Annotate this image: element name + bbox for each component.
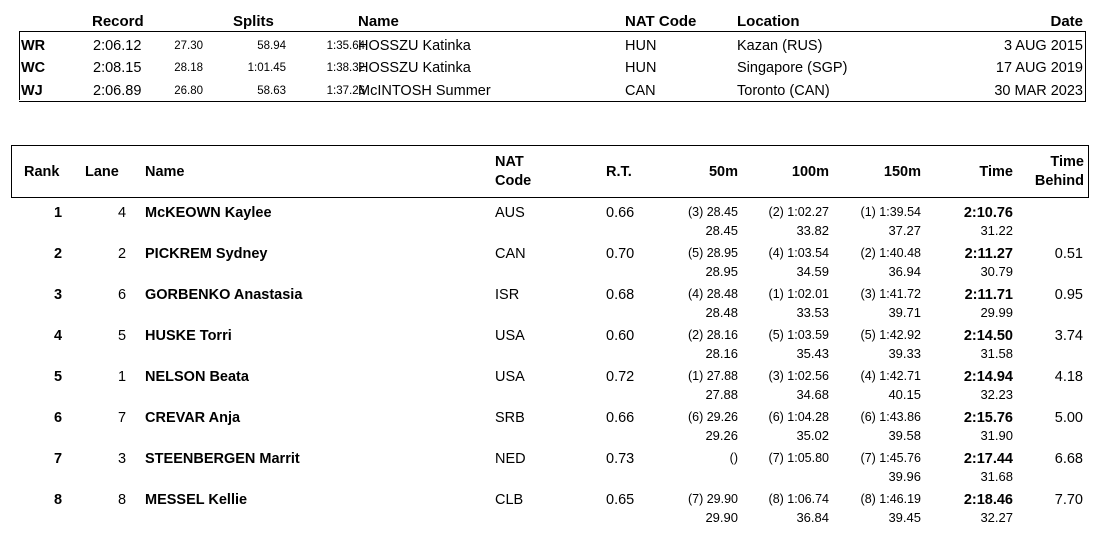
result-time-behind: 7.70 [1054,492,1083,508]
result-name: GORBENKO Anastasia [145,287,303,303]
record-code: WJ [21,83,43,99]
result-lane: 7 [118,410,127,426]
result-reaction-time: 0.66 [606,410,635,426]
result-rank: 3 [54,287,63,303]
result-nat: CLB [495,492,524,508]
result-lap-150m: 37.27 [888,223,921,238]
result-rank: 6 [54,410,63,426]
record-time: 2:06.12 [93,38,142,54]
record-split-100: 1:01.45 [247,62,286,74]
result-lap-final: 29.99 [980,305,1013,320]
result-name: HUSKE Torri [145,328,232,344]
record-code: WR [21,38,46,54]
record-location: Toronto (CAN) [737,83,830,99]
result-lane: 1 [118,369,127,385]
result-reaction-time: 0.66 [606,205,635,221]
result-name: CREVAR Anja [145,410,241,426]
result-split-50m: () [729,451,738,465]
result-final-time: 2:18.46 [963,492,1013,508]
record-date: 3 AUG 2015 [1004,38,1083,54]
result-nat: AUS [495,205,525,221]
record-date: 30 MAR 2023 [994,83,1083,99]
result-final-time: 2:17.44 [963,451,1013,467]
record-split-50: 26.80 [174,85,203,97]
results-header-lane: Lane [85,164,119,180]
result-split-150m: (5) 1:42.92 [860,328,921,342]
result-lap-100m: 35.43 [796,346,829,361]
result-lap-150m: 36.94 [888,264,921,279]
result-name: PICKREM Sydney [145,246,268,262]
result-lap-50m: 29.26 [705,428,738,443]
record-split-150: 1:37.26 [326,85,365,97]
result-split-100m: (6) 1:04.28 [768,410,829,424]
result-time-behind: 6.68 [1054,451,1083,467]
result-final-time: 2:14.94 [963,369,1013,385]
results-header-rt: R.T. [606,164,632,180]
result-split-150m: (8) 1:46.19 [860,492,921,506]
result-split-150m: (3) 1:41.72 [860,287,921,301]
result-reaction-time: 0.60 [606,328,635,344]
record-code: WC [21,60,46,76]
result-nat: SRB [495,410,525,426]
result-nat: ISR [495,287,520,303]
result-lap-150m: 39.45 [888,510,921,525]
result-reaction-time: 0.72 [606,369,635,385]
result-split-150m: (6) 1:43.86 [860,410,921,424]
results-header-time: Time [979,164,1013,180]
result-final-time: 2:11.27 [964,246,1013,262]
result-name: McKEOWN Kaylee [145,205,272,221]
record-split-50: 28.18 [174,62,203,74]
result-split-100m: (8) 1:06.74 [768,492,829,506]
results-header-100m: 100m [791,164,829,180]
result-split-50m: (2) 28.16 [687,328,738,342]
result-rank: 2 [54,246,63,262]
result-rank: 8 [54,492,63,508]
results-header-name: Name [145,164,185,180]
record-name: HOSSZU Katinka [358,38,471,54]
record-split-150: 1:38.32 [326,62,365,74]
record-split-50: 27.30 [174,40,203,52]
result-split-150m: (4) 1:42.71 [860,369,921,383]
result-nat: USA [495,328,525,344]
result-final-time: 2:14.50 [963,328,1013,344]
result-row [11,404,1087,445]
result-lap-150m: 39.71 [888,305,921,320]
result-row [11,363,1087,404]
result-time-behind: 5.00 [1054,410,1083,426]
result-lap-100m: 33.53 [796,305,829,320]
result-lap-final: 31.22 [980,223,1013,238]
result-split-100m: (2) 1:02.27 [768,205,829,219]
records-header-date: Date [1050,13,1083,30]
result-name: NELSON Beata [145,369,249,385]
result-lap-final: 32.27 [980,510,1013,525]
result-lane: 2 [118,246,127,262]
records-header-record: Record [92,13,144,30]
results-header-rank: Rank [24,164,60,180]
record-row [19,35,1085,57]
records-header-splits: Splits [233,13,274,30]
results-header-150m: 150m [883,164,921,180]
result-rank: 1 [54,205,63,221]
record-nat: HUN [625,38,657,54]
results-header-50m: 50m [708,164,738,180]
result-nat: CAN [495,246,526,262]
result-lane: 4 [118,205,127,221]
record-split-150: 1:35.64 [326,40,365,52]
result-lap-150m: 39.58 [888,428,921,443]
record-name: HOSSZU Katinka [358,60,471,76]
result-reaction-time: 0.70 [606,246,635,262]
result-split-50m: (5) 28.95 [687,246,738,260]
results-header-behind-line1: Time [1050,154,1084,170]
result-final-time: 2:15.76 [963,410,1013,426]
result-lap-50m: 28.16 [705,346,738,361]
result-lane: 3 [118,451,127,467]
results-header-nat-line2: Code [495,173,532,189]
result-row [11,445,1087,486]
result-lap-150m: 40.15 [888,387,921,402]
result-lap-150m: 39.33 [888,346,921,361]
result-lane: 8 [118,492,127,508]
result-lane: 5 [118,328,127,344]
result-row [11,322,1087,363]
result-split-100m: (3) 1:02.56 [768,369,829,383]
result-lap-50m: 28.45 [705,223,738,238]
result-lap-100m: 33.82 [796,223,829,238]
result-rank: 5 [54,369,63,385]
record-time: 2:06.89 [93,83,142,99]
record-date: 17 AUG 2019 [995,60,1083,76]
result-split-100m: (1) 1:02.01 [768,287,829,301]
record-location: Kazan (RUS) [737,38,823,54]
result-lap-100m: 36.84 [796,510,829,525]
result-lap-100m: 34.68 [796,387,829,402]
results-header-nat-line1: NAT [495,154,524,170]
result-split-100m: (5) 1:03.59 [768,328,829,342]
result-reaction-time: 0.65 [606,492,635,508]
result-lap-100m: 34.59 [796,264,829,279]
record-nat: CAN [625,83,656,99]
result-time-behind: 3.74 [1054,328,1083,344]
result-final-time: 2:11.71 [964,287,1013,303]
result-lap-final: 31.90 [980,428,1013,443]
result-split-50m: (6) 29.26 [687,410,738,424]
result-split-100m: (7) 1:05.80 [768,451,829,465]
result-row [11,240,1087,281]
result-reaction-time: 0.68 [606,287,635,303]
result-row [11,199,1087,240]
records-header-name: Name [358,13,399,30]
result-name: MESSEL Kellie [145,492,248,508]
result-split-150m: (7) 1:45.76 [860,451,921,465]
result-lap-final: 31.68 [980,469,1013,484]
result-split-50m: (4) 28.48 [687,287,738,301]
result-lap-final: 30.79 [980,264,1013,279]
result-lap-50m: 28.95 [705,264,738,279]
result-time-behind: 0.95 [1054,287,1083,303]
record-split-100: 58.63 [257,85,286,97]
record-split-100: 58.94 [257,40,286,52]
record-row [19,80,1085,102]
result-final-time: 2:10.76 [963,205,1013,221]
result-lap-50m: 27.88 [705,387,738,402]
result-lap-50m: 28.48 [705,305,738,320]
record-row [19,57,1085,79]
result-lap-final: 32.23 [980,387,1013,402]
result-lane: 6 [118,287,127,303]
result-split-150m: (1) 1:39.54 [860,205,921,219]
result-split-50m: (7) 29.90 [687,492,738,506]
record-location: Singapore (SGP) [737,60,848,76]
record-name: McINTOSH Summer [358,83,491,99]
result-time-behind: 0.51 [1054,246,1083,262]
result-lap-150m: 39.96 [888,469,921,484]
result-rank: 7 [54,451,63,467]
result-split-150m: (2) 1:40.48 [860,246,921,260]
result-split-50m: (1) 27.88 [687,369,738,383]
result-reaction-time: 0.73 [606,451,635,467]
result-split-100m: (4) 1:03.54 [768,246,829,260]
result-row [11,486,1087,527]
record-nat: HUN [625,60,657,76]
result-nat: NED [495,451,526,467]
result-lap-50m: 29.90 [705,510,738,525]
records-header-nat: NAT Code [625,13,697,30]
result-lap-100m: 35.02 [796,428,829,443]
result-row [11,281,1087,322]
result-split-50m: (3) 28.45 [687,205,738,219]
records-header-location: Location [737,13,800,30]
result-rank: 4 [54,328,63,344]
result-name: STEENBERGEN Marrit [145,451,300,467]
result-nat: USA [495,369,525,385]
results-header-behind-line2: Behind [1034,173,1084,189]
result-lap-final: 31.58 [980,346,1013,361]
record-time: 2:08.15 [93,60,142,76]
result-time-behind: 4.18 [1054,369,1083,385]
